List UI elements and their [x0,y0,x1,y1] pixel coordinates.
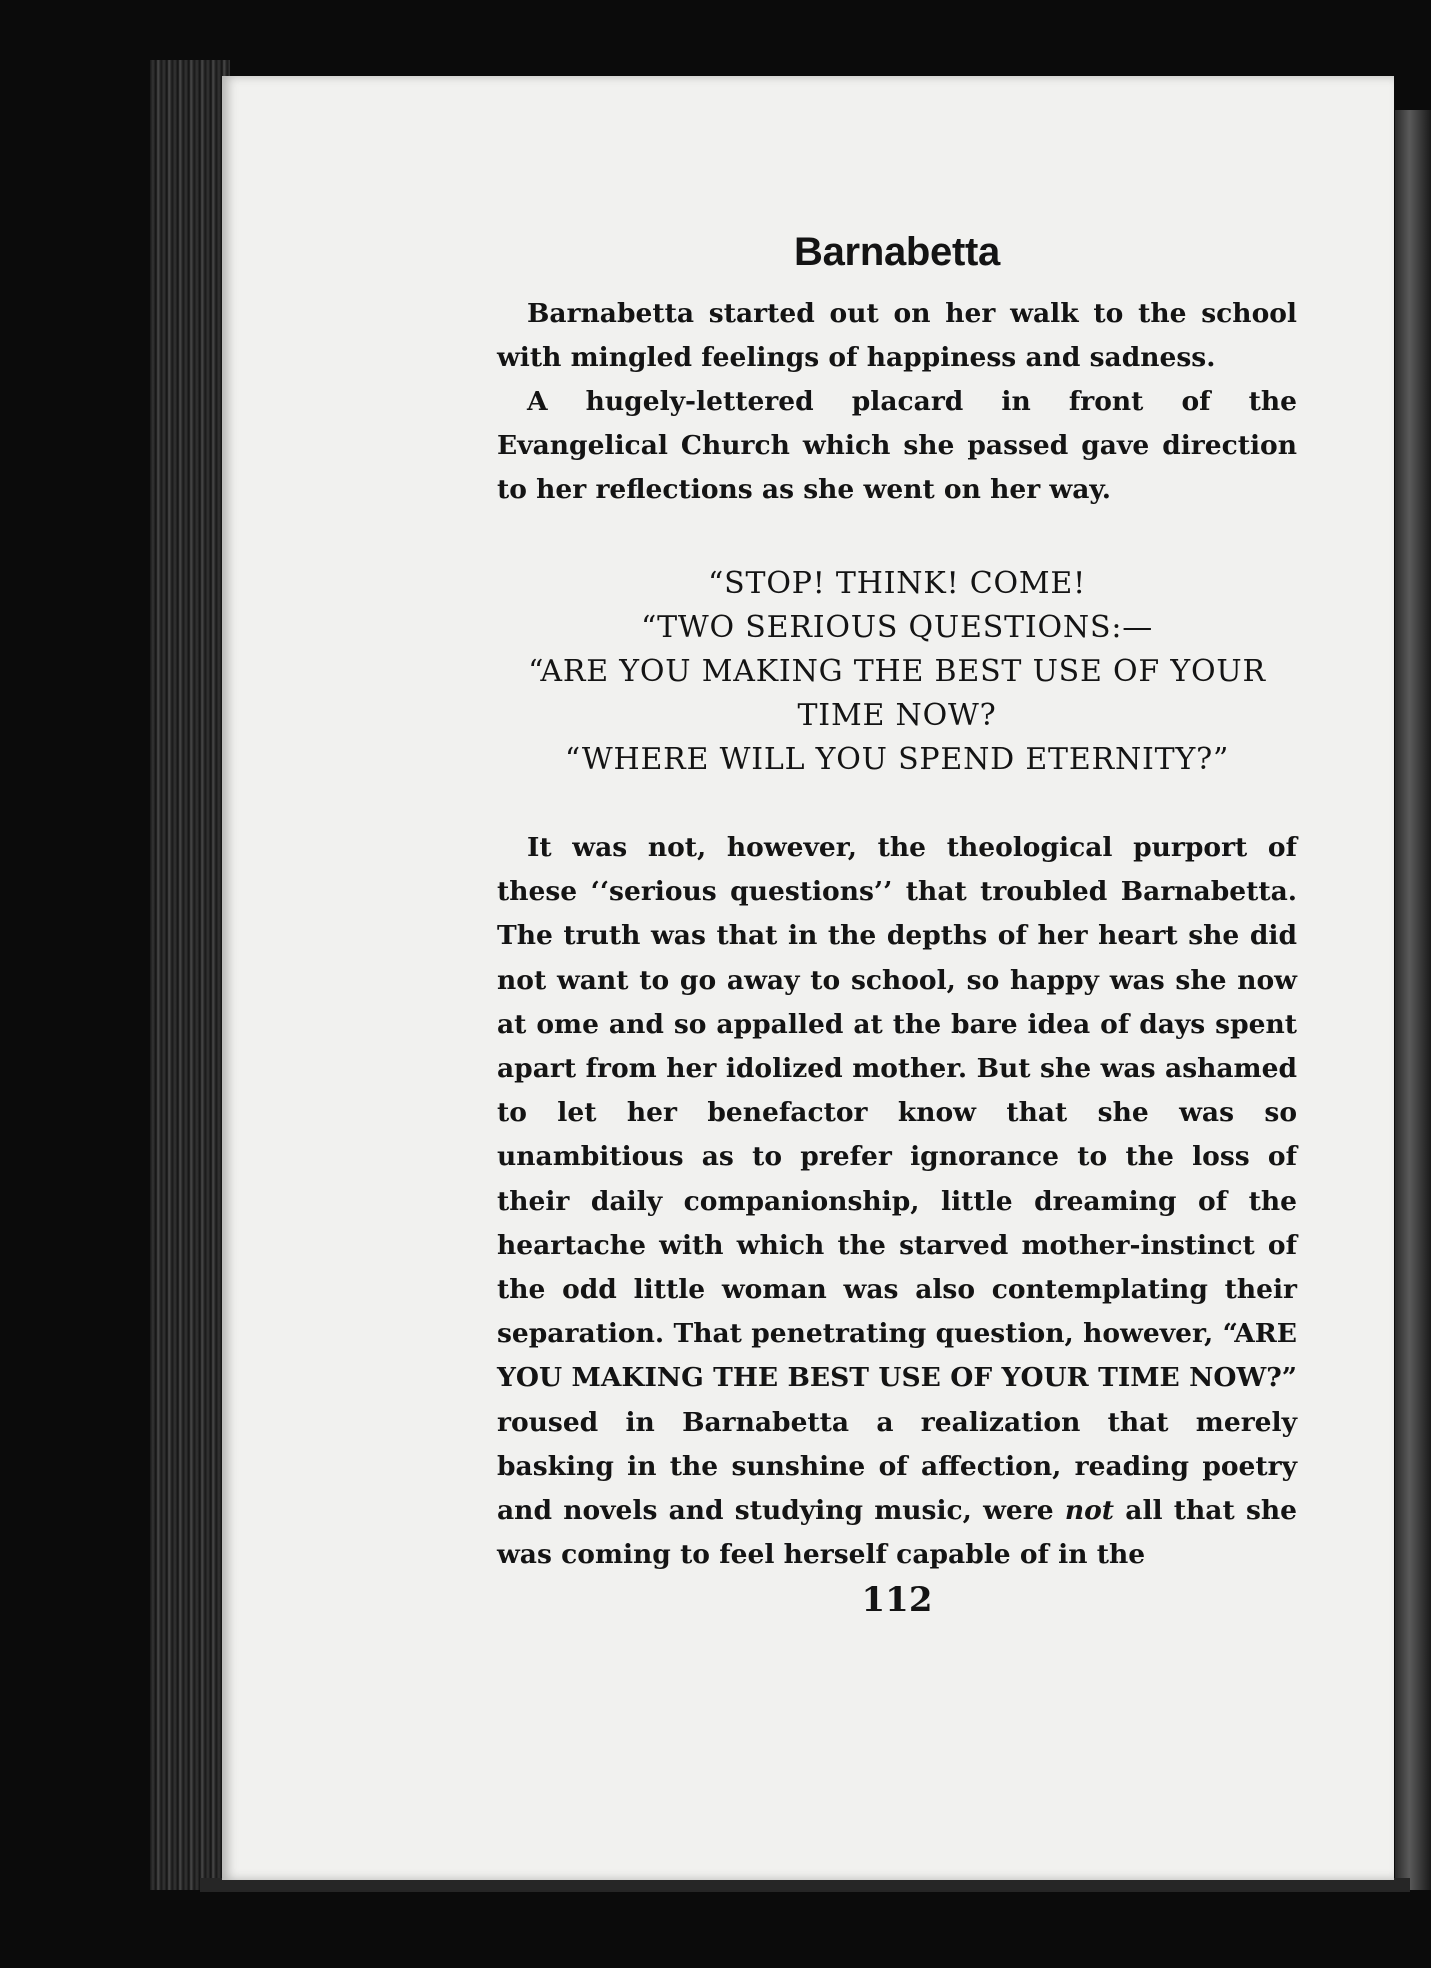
running-head: Barnabetta [794,230,1000,274]
paragraph-3-text-end: all that she was coming to feel herself capable of in the [497,1495,1297,1571]
paragraph-3 [497,826,1297,1577]
placard-line: “WHERE WILL YOU SPEND ETERNITY?” [564,742,1230,777]
placard-line: “TWO SERIOUS QUESTIONS:— [640,610,1154,645]
paragraph-1: Barnabetta started out on her walk to the school with mingled feelings of happiness and sadness. [497,298,1297,374]
book-right-edge [1395,110,1431,1890]
book-bottom-edge [200,1878,1410,1892]
page-number: 112 [861,1580,933,1620]
placard-line: TIME NOW? [797,698,997,733]
emphasis-not: not [1064,1495,1115,1527]
placard-line: “ARE YOU MAKING THE BEST USE OF YOUR [528,654,1266,689]
paragraph-2: A hugely-lettered placard in front of the Evangelical Church which she passed gave direction to her reflections as she went on her way. [497,386,1297,506]
book-spine-edge [150,60,230,1890]
placard-line: “STOP! THINK! COME! [708,566,1086,601]
placard-text [485,562,1309,782]
paragraph-3-text: It was not, however, the theological purport of these ‘‘serious questions’’ that troubled Barnabetta. The truth was that in the depths of her heart she did not want to go away to school, so happy was she now at ome and so appalled at the bare idea of days spent apart from her idolized mother. But she was ashamed to let her benefactor know that she was so unambitious as to prefer ignorance to the loss of their daily companionship, little dreaming of the heartache with which the starved mother-instinct of the odd little woman was also contemplating their separation. That penetrating question, however, “ARE YOU MAKING THE BEST USE OF YOUR TIME NOW?” roused in Barnabetta a realization that merely basking in the sunshine of affection, reading poetry and novels and studying music, were [497,832,1297,1527]
